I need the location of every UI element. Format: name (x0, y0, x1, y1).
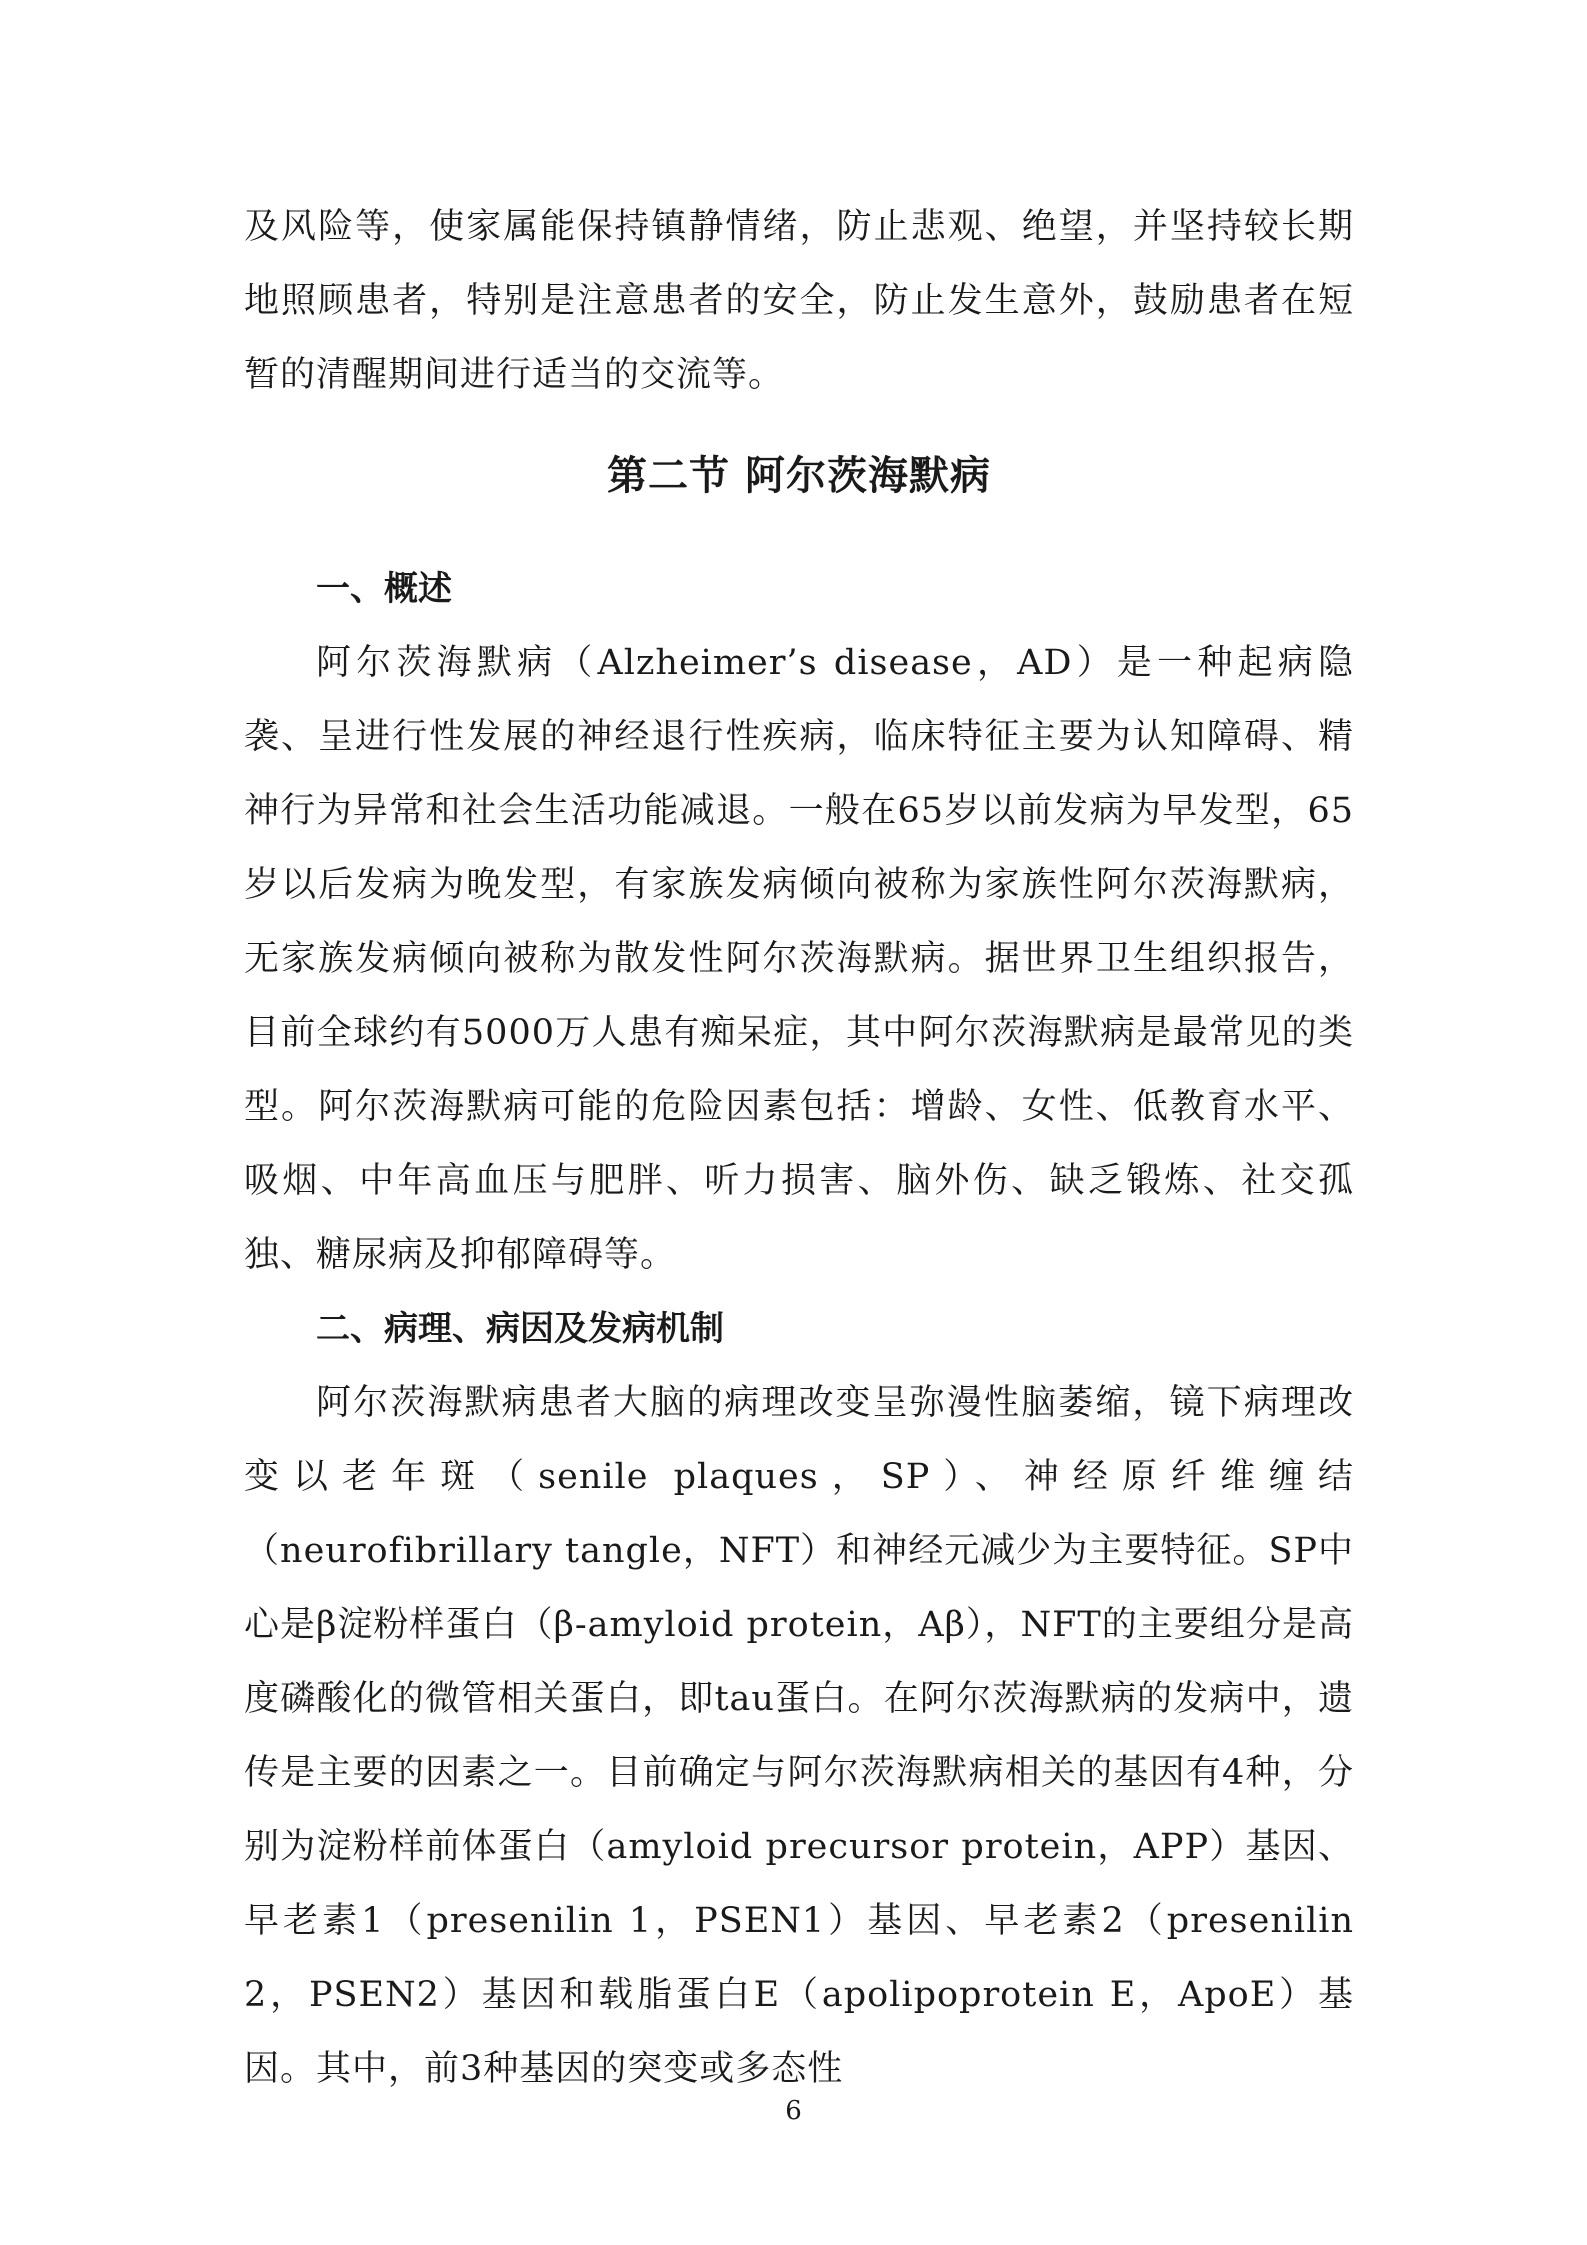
document-page (244, 190, 1354, 2106)
page-number: 6 (785, 2096, 802, 2126)
pathology-paragraph: 阿尔茨海默病患者大脑的病理改变呈弥漫性脑萎缩，镜下病理改变以老年斑（senile plaques，SP）、神经原纤维缠结（neurofibrillary tangle，NFT）和神经元减少为主要特征。SP中心是β淀粉样蛋白（β-amyloid protein，Aβ），NFT的主要组分是高度磷酸化的微管相关蛋白，即tau蛋白。在阿尔茨海默病的发病中，遗传是主要的因素之一。目前确定与阿尔茨海默病相关的基因有4种，分别为淀粉样前体蛋白（amyloid precursor protein，APP）基因、早老素1（presenilin 1，PSEN1）基因、早老素2（presenilin 2，PSEN2）基因和载脂蛋白E（apolipoprotein E，ApoE）基因。其中，前3种基因的突变或多态性 (244, 1383, 1354, 2089)
heading-pathology: 二、病理、病因及发病机制 (316, 1309, 724, 1349)
overview-paragraph: 阿尔茨海默病（Alzheimer’s disease，AD）是一种起病隐袭、呈进行性发展的神经退行性疾病，临床特征主要为认知障碍、精神行为异常和社会生活功能减退。一般在65岁以前发病为早发型，65岁以后发病为晚发型，有家族发病倾向被称为家族性阿尔茨海默病，无家族发病倾向被称为散发性阿尔茨海默病。据世界卫生组织报告，目前全球约有5000万人患有痴呆症，其中阿尔茨海默病是最常见的类型。阿尔茨海默病可能的危险因素包括：增龄、女性、低教育水平、吸烟、中年高血压与肥胖、听力损害、脑外伤、缺乏锻炼、社交孤独、糖尿病及抑郁障碍等。 (244, 643, 1354, 1275)
section-title: 第二节 阿尔茨海默病 (607, 453, 991, 499)
heading-overview: 一、概述 (316, 569, 452, 609)
opening-paragraph: 及风险等，使家属能保持镇静情绪，防止悲观、绝望，并坚持较长期地照顾患者，特别是注意患者的安全，防止发生意外，鼓励患者在短暂的清醒期间进行适当的交流等。 (244, 207, 1354, 395)
